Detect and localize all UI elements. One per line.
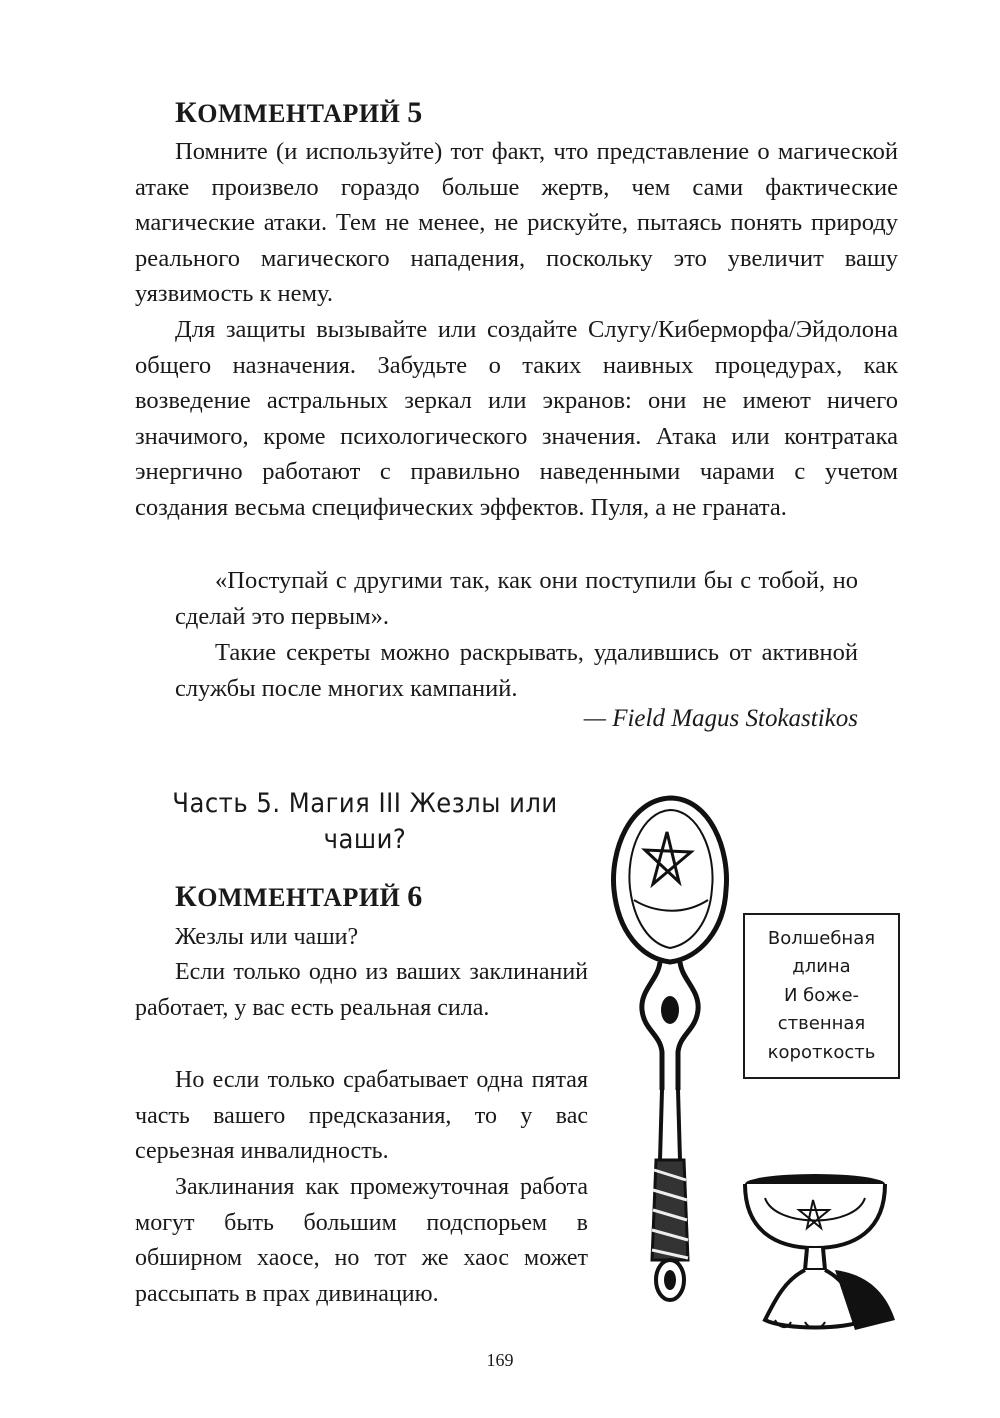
spoon-pentagram-illustration bbox=[600, 790, 740, 1310]
epigraph-quote: «Поступай с другими так, как они поступили бы с тобой, но сделай это первым». bbox=[175, 567, 858, 630]
caption-line: длина bbox=[792, 956, 851, 978]
paragraph: Для защиты вызывайте или создайте Слугу/Киберморфа/Эйдолона общего назначения. Забудьте о таких наивных процедурах, как возведение астральных зеркал или экранов: они не имеют ничего значимого, кроме психологического значения. Атака или контратака энергично работают с правильно наведенными чарами с учетом создания весьма специфических эффектов. Пуля, а не граната. bbox=[135, 316, 898, 521]
heading-initial: К bbox=[175, 880, 198, 913]
caption-line: Волшебная bbox=[767, 927, 876, 949]
comment-6-heading bbox=[175, 880, 423, 914]
page-number: 169 bbox=[486, 1350, 514, 1370]
caption-line: И боже- bbox=[783, 984, 860, 1006]
heading-number: 5 bbox=[407, 96, 423, 129]
paragraph: Жезлы или чаши? bbox=[175, 924, 359, 950]
heading-initial: К bbox=[175, 96, 198, 129]
paragraph: Помните (и используйте) тот факт, что представление о магической атаке произвело гораздо больше жертв, чем сами фактические магические атаки. Тем не менее, не рискуйте, пытаясь понять природу реального магического нападения, поскольку это увеличит вашу уязвимость к нему. bbox=[135, 138, 898, 308]
chalice-illustration bbox=[735, 1170, 905, 1340]
paragraph: Но если только срабатывает одна пятая часть вашего предсказания, то у вас серьезная инвалидность. bbox=[135, 1067, 588, 1165]
part-title: Часть 5. Магия III Жезлы или чаши? bbox=[172, 788, 558, 855]
quote-attribution: — Field Magus Stokastikos bbox=[583, 705, 858, 732]
caption-line: короткость bbox=[767, 1041, 876, 1063]
heading-text: ОММЕНТАРИЙ bbox=[197, 99, 408, 128]
heading-text: ОММЕНТАРИЙ bbox=[197, 883, 408, 912]
caption-box bbox=[743, 913, 900, 1079]
paragraph: Если только одно из ваших заклинаний работает, у вас есть реальная сила. bbox=[135, 959, 588, 1021]
heading-number: 6 bbox=[407, 880, 423, 913]
comment-5-heading bbox=[175, 96, 423, 130]
paragraph: Заклинания как промежуточная работа могут быть большим подспорьем в обширном хаосе, но тот же хаос может рассыпать в прах дивинацию. bbox=[135, 1174, 588, 1308]
epigraph-quote: Такие секреты можно раскрывать, удалившись от активной службы после многих кампаний. bbox=[175, 639, 858, 702]
caption-line: ственная bbox=[777, 1013, 866, 1035]
